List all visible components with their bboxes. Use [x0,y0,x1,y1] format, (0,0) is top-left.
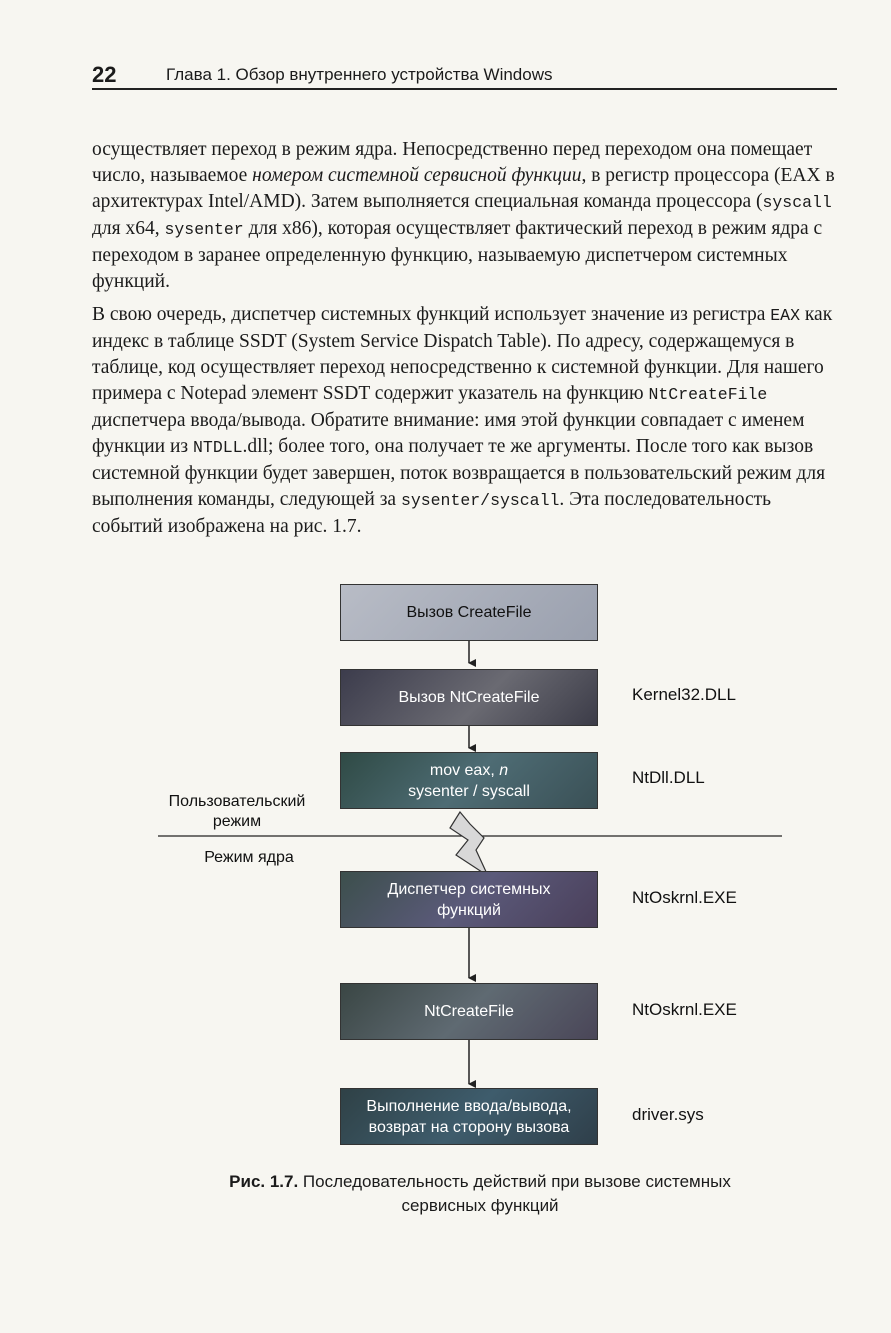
kernel-mode-label: Режим ядра [204,849,294,866]
label-ntoskrnl-1: NtOskrnl.EXE [632,888,737,907]
user-mode-line1: Пользовательский [168,793,306,810]
box-label-line1: Выполнение ввода/вывода, [366,1097,572,1115]
paragraph-1 [92,137,837,295]
caption-line2: сервисных функций [401,1196,559,1215]
text-run: В свою очередь, диспетчер системных функций использует значение из регистра [92,304,771,325]
code-sysenter-syscall: sysenter/syscall [400,491,560,510]
page-header [92,60,837,90]
box-call-createfile [340,584,598,641]
label-kernel32: Kernel32.DLL [632,685,736,704]
box-label: Вызов CreateFile [406,604,532,621]
user-mode-line2: режим [212,813,262,830]
box-system-service-dispatcher [340,871,598,928]
label-driver-sys: driver.sys [632,1105,704,1124]
figure-caption [180,1170,780,1218]
code-ntcreatefile: NtCreateFile [648,385,768,404]
figure-diagram [150,580,850,1180]
box-call-ntcreatefile [340,669,598,726]
box-label-line2: sysenter / syscall [408,782,530,800]
page-number: 22 [92,62,117,87]
box-io-execution [340,1088,598,1145]
box-mov-eax [340,752,598,809]
text-run: .dll; более того, она получает те же аргументы. После того как вызов системной функции будет завершен, поток возвращается в пользовательский режим для выполнения команды, следующей за [92,436,826,510]
user-mode-label [152,792,322,832]
box-label-line1: Диспетчер системных [387,880,551,898]
text-run: осуществляет переход в режим ядра. Непосредственно перед переходом она помещает число, называемое [92,139,813,186]
caption-line1 [180,1170,780,1194]
box-label: Вызов NtCreateFile [398,689,540,706]
italic-n: n [499,761,509,779]
label-ntoskrnl-2: NtOskrnl.EXE [632,1000,737,1019]
box-label-line2: возврат на сторону вызова [368,1118,570,1136]
paragraph-2 [92,302,837,540]
chapter-title: Глава 1. Обзор внутреннего устройства Windows [166,65,553,84]
italic-term: номером системной сервисной функции [252,165,582,186]
text-run: mov eax, [429,761,500,779]
text-run: , в регистр процессора (EAX в архитектурах Intel/AMD). Затем выполняется специальная команда процессора ( [92,165,835,212]
box-label-line1 [430,760,508,781]
box-label-line2: функций [437,901,501,919]
code-ntdll: NTDLL [193,438,243,457]
caption-text: Последовательность действий при вызове системных [298,1172,731,1191]
caption-label: Рис. 1.7. [229,1172,299,1191]
text-run: для x86), которая осуществляет фактический переход в режим ядра с переходом в заранее определенную функцию, называемую диспетчером системных функций. [92,218,823,292]
box-ntcreatefile [340,983,598,1040]
text-run: как индекс в таблице SSDT (System Service Dispatch Table). По адресу, содержащемуся в таблице, код осуществляет переход непосредственно к системной функции. Для нашего примера с Notepad элемент SSDT содержит указатель на функцию [92,304,833,404]
text-run: диспетчера ввода/вывода. Обратите внимание: имя этой функции совпадает с именем функции из [92,410,805,457]
lightning-bolt-icon [450,812,488,876]
box-label: NtCreateFile [424,1003,514,1020]
code-eax: EAX [770,306,800,325]
label-ntdll: NtDll.DLL [632,768,705,787]
text-run: для x64, [92,218,165,239]
text-run: . Эта последовательность событий изображена на рис. 1.7. [92,489,772,537]
code-sysenter: sysenter [164,220,244,239]
code-syscall: syscall [762,193,832,212]
